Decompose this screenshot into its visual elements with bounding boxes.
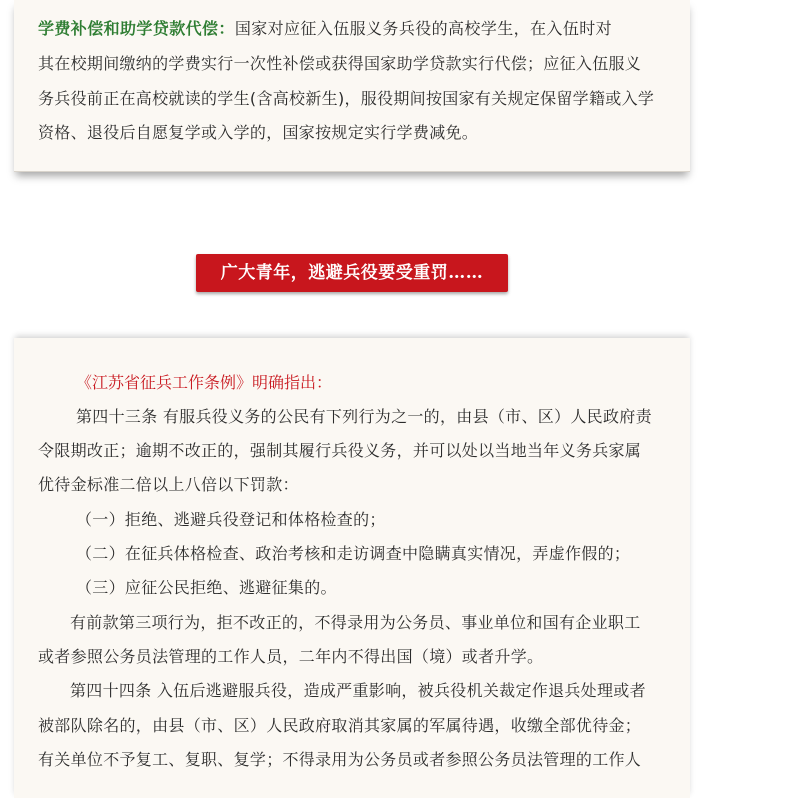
warning-banner: 广大青年，逃避兵役要受重罚…… [196,254,508,292]
body-line-6: （三）应征公民拒绝、逃避征集的。 [76,578,337,597]
body-line-11: 有关单位不予复工、复职、复学；不得录用为公务员或者参照公务员法管理的工作人 [38,750,642,769]
body-line-8: 或者参照公务员法管理的工作人员，二年内不得出国（境）或者升学。 [38,647,544,666]
body-line-9: 第四十四条 入伍后逃避服兵役，造成严重影响，被兵役机关裁定作退兵处理或者 [70,681,646,700]
top-line-4: 资格、退役后自愿复学或入学的，国家按规定实行学费减免。 [38,123,479,142]
top-line-2: 其在校期间缴纳的学费实行一次性补偿或获得国家助学贷款实行代偿；应征入伍服义 [38,54,642,73]
body-line-1: 第四十三条 有服兵役义务的公民有下列行为之一的，由县（市、区）人民政府责 [76,407,652,426]
top-line-1: 国家对应征入伍服义务兵役的高校学生，在入伍时对 [234,19,613,38]
body-line-4: （一）拒绝、逃避兵役登记和体格检查的； [76,510,386,529]
regulation-title: 《江苏省征兵工作条例》明确指出： [76,373,333,392]
body-line-10: 被部队除名的，由县（市、区）人民政府取消其家属的军属待遇，收缴全部优待金； [38,716,642,735]
body-line-2: 令限期改正；逾期不改正的，强制其履行兵役义务，并可以处以当地当年义务兵家属 [38,441,642,460]
body-line-3: 优待金标准二倍以上八倍以下罚款： [38,475,299,494]
lead-heading: 学费补偿和助学贷款代偿： [38,19,235,38]
top-line-3: 务兵役前正在高校就读的学生(含高校新生)，服役期间按国家有关规定保留学籍或入学 [38,89,655,108]
body-line-5: （二）在征兵体格检查、政治考核和走访调查中隐瞒真实情况，弄虚作假的； [76,544,631,563]
top-paragraph [38,14,664,43]
body-line-7: 有前款第三项行为，拒不改正的，不得录用为公务员、事业单位和国有企业职工 [70,613,641,632]
